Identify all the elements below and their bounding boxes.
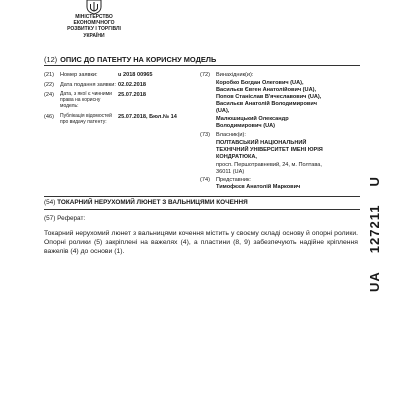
divider xyxy=(44,65,360,66)
divider xyxy=(44,196,360,197)
document-title: (12) ОПИС ДО ПАТЕНТУ НА КОРИСНУ МОДЕЛЬ xyxy=(44,55,217,64)
ukraine-coat-of-arms-icon xyxy=(79,0,109,14)
field-24: (24) Дата, з якої є чинними права на корисну модель: 25.07.2018 xyxy=(44,91,146,109)
section-57-label: (57) Реферат: xyxy=(44,215,86,222)
section-54-title: (54) ТОКАРНИЙ НЕРУХОМИЙ ЛЮНЕТ З ВАЛЬНИЦЯМИ КОЧЕННЯ xyxy=(44,199,248,206)
field-73-owner: (73) Власник(и): ПОЛТАВСЬКИЙ НАЦІОНАЛЬНИЙ ТЕХНІЧНИЙ УНІВЕРСИТЕТ ІМЕНІ ЮРІЯ КОНДРАТЮКА, просп. Першотравневий, 24, м. Полтава, 36011 (UA) xyxy=(200,132,323,175)
ministry-name: МІНІСТЕРСТВО ЕКОНОМІЧНОГО РОЗВИТКУ І ТОРГІВЛІ УКРАЇНИ xyxy=(67,14,121,39)
patent-number-vertical: UA127211U xyxy=(367,176,382,292)
abstract-text: Токарний нерухомий люнет з вальницями кочення містить у своєму складі основу й опорні ролики. Опорні ролики (5) закріплені на важелях (4), а пластини (8, 9) забезпечують надійне кріплення важелів (4) до основи (1). xyxy=(44,230,358,255)
field-74-representative: (74) Представник: Тимофєєв Анатолій Маркович xyxy=(200,177,301,190)
field-46: (46) Публікація відомостей про видачу патенту: 25.07.2018, Бюл.№ 14 xyxy=(44,113,177,125)
divider xyxy=(44,209,360,210)
field-72-inventors: (72) Винахідник(и): Коробко Богдан Олегович (UA), Васильєв Євген Анатолійович (UA), Попов Станіслав В'ячеславович (UA), Васильєв Анатолій Володимирович (UA), Малюшицький Олександр Володимирович (UA) xyxy=(200,72,322,129)
